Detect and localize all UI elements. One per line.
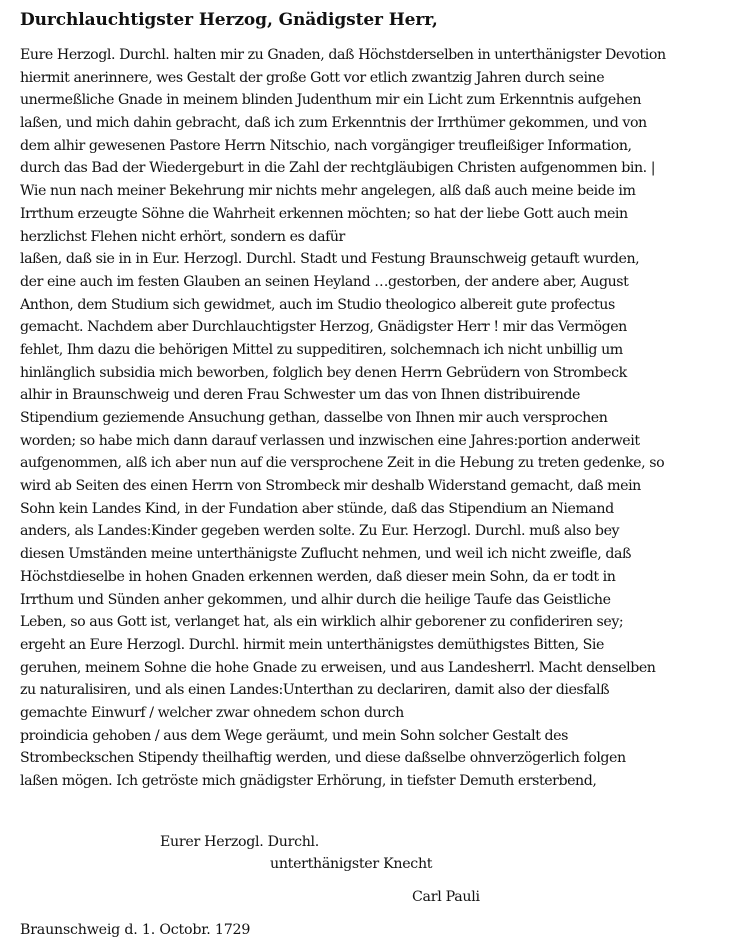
letter-body [20,44,720,793]
body-line: alhir in Braunschweig und deren Frau Schwester um das von Ihnen distribuirende [20,387,580,404]
body-line: laßen, und mich dahin gebracht, daß ich zum Erkenntnis der Irrthümer gekommen, und von [20,115,647,132]
body-line: hiermit anerinnere, wes Gestalt der große Gott vor etlich zwantzig Jahren durch seine [20,69,605,86]
body-line: Stipendium geziemende Ansuchung gethan, dasselbe von Ihnen mir auch versprochen [20,410,608,426]
body-line: wird ab Seiten des einen Herrn von Strombeck mir deshalb Widerstand gemacht, daß mein [20,478,641,495]
body-line: Wie nun nach meiner Bekehrung mir nichts mehr angelegen, alß daß auch meine beide im [20,183,636,200]
body-line: geruhen, meinem Sohne die hohe Gnade zu erweisen, und aus Landesherrl. Macht denselben [20,659,656,676]
body-line: dem alhir gewesenen Pastore Herrn Nitschio, nach vorgängiger treufleißiger Information, [20,137,632,154]
body-line: Leben, so aus Gott ist, verlanget hat, als ein wirklich alhir geborener zu confideriren sey; [20,614,624,631]
body-line: fehlet, Ihm dazu die behörigen Mittel zu suppeditiren, solchemnach ich nicht unbillig um [20,341,623,358]
salutation-heading: Durchlauchtigster Herzog, Gnädigster Herr, [20,10,438,30]
body-line: ergeht an Eure Herzogl. Durchl. hirmit mein unterthänigstes demüthigstes Bitten, Sie [20,636,604,653]
body-line: herzlichst Flehen nicht erhört, sondern es dafür [20,228,345,245]
body-line: gemacht. Nachdem aber Durchlauchtigster Herzog, Gnädigster Herr ! mir das Vermögen [20,319,627,336]
closing-servant: unterthänigster Knecht [270,856,433,872]
body-line: der eine auch im festen Glauben an seinen Heyland …gestorben, der andere aber, August [20,273,629,290]
body-line: Anthon, dem Studium sich gewidmet, auch im Studio theologico albereit gute profectus [20,296,615,313]
body-line: durch das Bad der Wiedergeburt in die Zahl der rechtgläubigen Christen aufgenommen bin. | [20,160,656,177]
place-date: Braunschweig d. 1. Octobr. 1729 [20,922,251,938]
closing-address: Eurer Herzogl. Durchl. [160,834,319,850]
body-line: Sohn kein Landes Kind, in der Fundation aber stünde, daß das Stipendium an Niemand [20,500,614,517]
body-line: laßen mögen. Ich getröste mich gnädigster Erhörung, in tiefster Demuth ersterbend, [20,773,597,789]
body-line: hinlänglich subsidia mich beworben, folglich bey denen Herrn Gebrüdern von Strombeck [20,364,627,381]
body-line: Strombeckschen Stipendy theilhaftig werden, und diese daßselbe ohnverzögerlich folgen [20,750,626,767]
body-line: gemachte Einwurf / welcher zwar ohnedem schon durch [20,704,404,721]
body-line: aufgenommen, alß ich aber nun auf die versprochene Zeit in die Hebung zu treten gedenke, so [20,455,665,472]
body-line: Irrthum erzeugte Söhne die Wahrheit erkennen möchten; so hat der liebe Gott auch mein [20,205,628,222]
body-line: diesen Umständen meine unterthänigste Zuflucht nehmen, und weil ich nicht zweifle, daß [20,546,632,563]
body-line: proindicia gehoben / aus dem Wege geräumt, und mein Sohn solcher Gestalt des [20,727,568,744]
body-line: zu naturalisiren, und als einen Landes:Unterthan zu declariren, damit also der diesfalß [20,682,610,699]
signature-name: Carl Pauli [412,889,480,905]
body-line: laßen, daß sie in in Eur. Herzogl. Durchl. Stadt und Festung Braunschweig getauft wurden, [20,251,640,268]
body-line: Höchstdieselbe in hohen Gnaden erkennen werden, daß dieser mein Sohn, da er todt in [20,568,616,585]
body-line: worden; so habe mich dann darauf verlassen und inzwischen eine Jahres:portion anderweit [20,432,640,449]
body-line: unermeßliche Gnade in meinem blinden Judenthum mir ein Licht zum Erkenntnis aufgehen [20,92,642,109]
body-line: Irrthum und Sünden anher gekommen, und alhir durch die heilige Taufe das Geistliche [20,591,611,608]
body-line: anders, als Landes:Kinder gegeben werden solte. Zu Eur. Herzogl. Durchl. muß also bey [20,523,620,540]
body-line: Eure Herzogl. Durchl. halten mir zu Gnaden, daß Höchstderselben in unterthänigster Devotion [20,47,666,63]
